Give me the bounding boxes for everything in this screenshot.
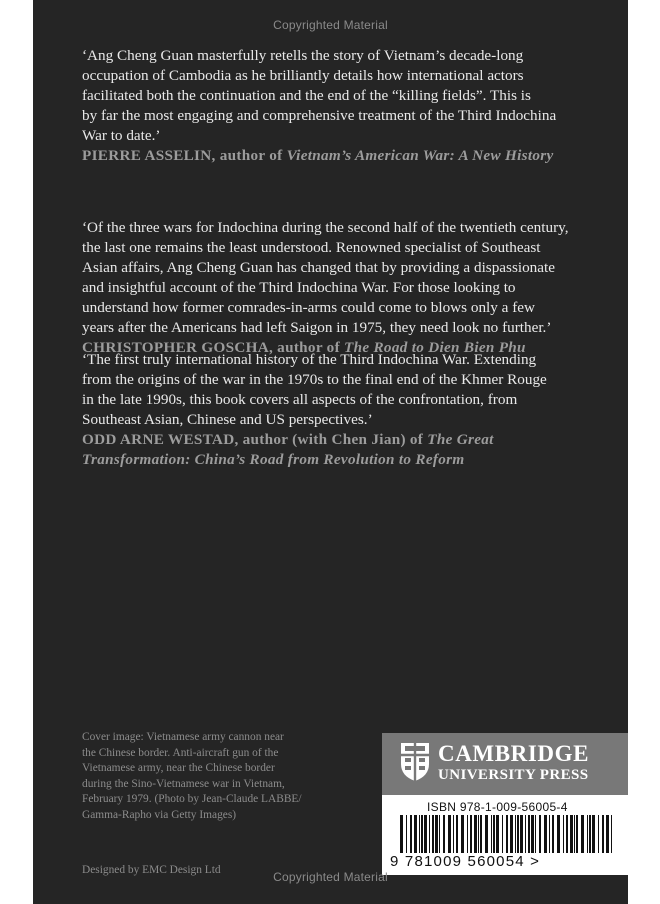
credit-line: Vietnamese army, near the Chinese border bbox=[82, 762, 275, 774]
author-name: ODD ARNE WESTAD, author (with Chen Jian) of bbox=[82, 431, 428, 448]
publisher-press: UNIVERSITY PRESS bbox=[438, 767, 589, 783]
isbn-barcode-panel bbox=[382, 795, 628, 875]
book-title: The Great bbox=[427, 431, 494, 448]
author-name: CHRISTOPHER GOSCHA, author of bbox=[82, 339, 345, 356]
blurb-attribution bbox=[82, 146, 582, 166]
watermark-bottom: Copyrighted Material bbox=[273, 870, 388, 884]
blurb-line: by far the most engaging and comprehensive treatment of the Third Indochina bbox=[82, 107, 557, 124]
blurb-line: in the late 1990s, this book covers all aspects of the confrontation, from bbox=[82, 391, 518, 408]
barcode-digits: 9 781009 560054 > bbox=[390, 853, 541, 870]
blurb-line: Asian affairs, Ang Cheng Guan has changed that by providing a dispassionate bbox=[82, 259, 555, 276]
author-name: PIERRE ASSELIN, author of bbox=[82, 147, 287, 164]
blurb-line: and insightful account of the Third Indochina War. For those looking to bbox=[82, 279, 516, 296]
credit-line: Cover image: Vietnamese army cannon near bbox=[82, 731, 284, 743]
blurb-line: ‘The first truly international history of the Third Indochina War. Extending bbox=[82, 351, 537, 368]
credit-line: the Chinese border. Anti-aircraft gun of the bbox=[82, 746, 279, 759]
watermark-top: Copyrighted Material bbox=[273, 18, 388, 32]
blurb-2 bbox=[82, 218, 582, 358]
blurb-attribution bbox=[82, 430, 582, 450]
blurb-1 bbox=[82, 46, 582, 166]
credit-line: during the Sino-Vietnamese war in Vietnam, bbox=[82, 777, 285, 790]
cover-image-credit bbox=[82, 730, 332, 823]
barcode-icon bbox=[390, 815, 620, 853]
isbn-label: ISBN 978-1-009-56005-4 bbox=[427, 800, 568, 814]
publisher-logo-panel bbox=[382, 733, 628, 795]
publisher-name: CAMBRIDGE bbox=[438, 741, 590, 766]
cambridge-shield-icon bbox=[400, 742, 430, 782]
blurb-3 bbox=[82, 350, 582, 470]
blurb-line: from the origins of the war in the 1970s to the final end of the Khmer Rouge bbox=[82, 371, 547, 388]
blurb-line: understand how former comrades-in-arms could come to blows only a few bbox=[82, 299, 535, 316]
blurb-line: the last one remains the least understood. Renowned specialist of Southeast bbox=[82, 239, 541, 256]
credit-line: February 1979. (Photo by Jean-Claude LABBE/ bbox=[82, 793, 302, 805]
blurb-line: occupation of Cambodia as he brilliantly details how international actors bbox=[82, 67, 524, 84]
blurb-line: ‘Ang Cheng Guan masterfully retells the story of Vietnam’s decade-long bbox=[82, 47, 524, 64]
credit-line: Gamma-Rapho via Getty Images) bbox=[82, 808, 237, 821]
designer-credit: Designed by EMC Design Ltd bbox=[82, 864, 221, 876]
blurb-line: War to date.’ bbox=[82, 127, 161, 144]
book-title: Vietnam’s American War: A New History bbox=[286, 147, 554, 164]
blurb-line: years after the Americans had left Saigon in 1975, they need look no further.’ bbox=[82, 319, 552, 336]
blurb-attribution-cont bbox=[82, 450, 582, 470]
book-title: The Road to Dien Bien Phu bbox=[344, 339, 526, 356]
blurb-line: Southeast Asian, Chinese and US perspectives.’ bbox=[82, 411, 373, 428]
back-cover bbox=[33, 0, 628, 904]
blurb-line: facilitated both the continuation and the end of the “killing fields”. This is bbox=[82, 87, 531, 104]
book-title-cont: Transformation: China’s Road from Revolution to Reform bbox=[82, 451, 465, 468]
blurb-line: ‘Of the three wars for Indochina during the second half of the twentieth century, bbox=[82, 219, 569, 236]
